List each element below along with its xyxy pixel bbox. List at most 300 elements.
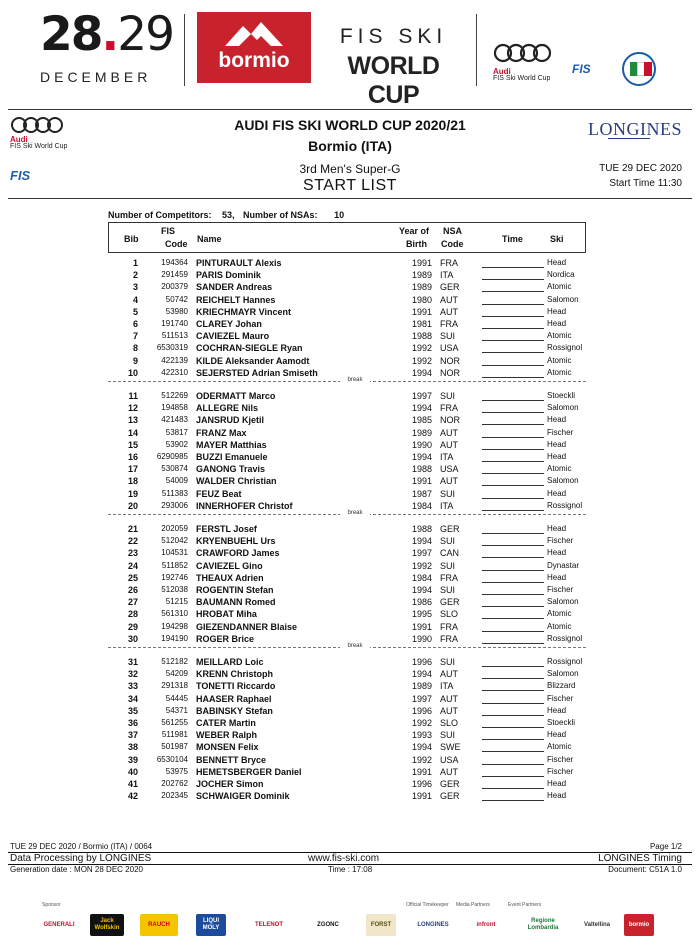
ski-brand: Atomic (547, 367, 572, 377)
table-row (0, 463, 700, 475)
audi-rings-icon (10, 116, 68, 134)
ski-brand: Rossignol (547, 657, 583, 666)
bib-number: 23 (127, 548, 138, 559)
nsa-code: USA (440, 343, 459, 354)
banner-dates: 28.29 (40, 7, 174, 62)
mountain-icon (225, 20, 283, 46)
year-of-birth: 1994 (411, 742, 432, 753)
nsa-code: ITA (440, 500, 454, 511)
race-name: 3rd Men's Super-G (299, 162, 401, 176)
sponsor-logo: LIQUI MOLY (196, 914, 226, 936)
sponsor-logo: LONGINES (416, 914, 450, 936)
fis-code: 6530104 (156, 754, 188, 764)
ski-brand: Fischer (547, 536, 574, 546)
bib-number: 37 (127, 730, 138, 741)
time-blank-line (482, 424, 544, 425)
bib-number: 11 (128, 391, 138, 401)
athlete-name: GIEZENDANNER Blaise (196, 621, 298, 632)
year-of-birth: 1988 (411, 524, 432, 534)
time-blank-line (482, 570, 544, 571)
ski-brand: Salomon (547, 294, 579, 304)
nsa-code: AUT (440, 294, 458, 305)
fis-code: 202059 (161, 524, 188, 533)
nsa-code: AUT (440, 766, 458, 777)
event-label: Event Partners (508, 902, 542, 908)
bib-number: 38 (127, 742, 138, 753)
year-of-birth: 1994 (411, 403, 432, 414)
bib-number: 19 (127, 488, 138, 499)
fis-code: 191740 (161, 319, 188, 328)
ski-brand: Head (547, 452, 567, 461)
fis-code: 293006 (161, 500, 188, 510)
time-blank-line (482, 800, 544, 801)
bib-number: 12 (127, 403, 138, 414)
bib-number: 6 (132, 319, 138, 329)
time-blank-line (482, 751, 544, 752)
athlete-name: HROBAT Miha (196, 609, 257, 620)
bormio-logo: bormio (197, 12, 311, 83)
fis-code: 54445 (165, 693, 188, 703)
fisi-logo (622, 52, 656, 86)
athlete-name: PINTURAULT Alexis (196, 258, 282, 268)
year-of-birth: 1991 (411, 476, 432, 487)
ski-brand: Rossignol (547, 343, 583, 353)
athlete-name: SANDER Andreas (196, 282, 273, 293)
generation-date: Generation date : MON 28 DEC 2020 (10, 865, 143, 874)
sponsor-logo: Regione Lombardia (518, 914, 568, 936)
fis-code: 194298 (161, 621, 188, 631)
sponsor-logo: Jack Wolfskin (90, 914, 124, 936)
fis-code: 53975 (165, 766, 188, 776)
nsa-code: SWE (440, 742, 461, 753)
time-blank-line (482, 643, 544, 644)
table-row (0, 257, 700, 269)
fis-logo: FIS (572, 62, 591, 76)
list-title: START LIST (303, 177, 397, 194)
table-row (0, 608, 700, 620)
table-row (0, 318, 700, 330)
nsa-code: SUI (440, 391, 456, 401)
athlete-name: KRENN Christoph (196, 669, 273, 680)
ski-brand: Dynastar (547, 560, 580, 570)
table-row (0, 306, 700, 318)
time-blank-line (482, 557, 544, 558)
year-of-birth: 1991 (411, 766, 432, 777)
table-row (0, 355, 700, 367)
bib-number: 7 (132, 331, 138, 342)
break-label: break (340, 377, 370, 383)
bib-number: 20 (127, 500, 138, 511)
fis-code: 104531 (161, 548, 188, 558)
nsa-code: ITA (440, 270, 454, 281)
ski-brand: Rossignol (547, 500, 583, 510)
bib-number: 13 (127, 415, 138, 426)
column-header (108, 222, 586, 253)
nsa-code: USA (440, 464, 459, 475)
time-blank-line (482, 510, 544, 511)
table-row (0, 693, 700, 705)
athlete-name: BABINSKY Stefan (196, 705, 273, 716)
nsa-code: GER (440, 597, 460, 608)
bib-number: 42 (127, 791, 138, 802)
athlete-name: SEJERSTED Adrian Smiseth (196, 367, 318, 378)
ski-brand: Atomic (547, 609, 572, 619)
nsa-code: FRA (440, 633, 458, 644)
athlete-name: MEILLARD Loic (196, 657, 264, 667)
fis-code: 561255 (161, 718, 188, 727)
ski-brand: Atomic (547, 355, 572, 365)
time-blank-line (482, 279, 544, 280)
bib-number: 35 (127, 705, 138, 716)
fis-code: 192746 (161, 572, 188, 582)
time-blank-line (482, 606, 544, 607)
bib-number: 33 (127, 681, 138, 692)
fis-code: 194858 (161, 403, 188, 413)
table-row (0, 330, 700, 342)
table-row (0, 439, 700, 451)
athlete-name: ROGER Brice (196, 633, 255, 644)
col-nsa: NSA (443, 226, 463, 236)
ski-brand: Stoeckli (547, 391, 576, 400)
time-blank-line (482, 666, 544, 667)
bib-number: 39 (127, 754, 138, 765)
athlete-name: BUZZI Emanuele (196, 452, 268, 462)
fis-code: 511513 (161, 331, 188, 341)
fis-code: 6290985 (156, 452, 188, 461)
fis-code: 291318 (161, 681, 188, 691)
time-blank-line (482, 715, 544, 716)
nsa-code: SUI (440, 488, 456, 499)
nsa-code: GER (440, 779, 460, 789)
year-of-birth: 1991 (411, 306, 432, 317)
fis-code: 194364 (161, 258, 188, 267)
nsa-code: AUT (440, 476, 458, 487)
year-of-birth: 1987 (411, 488, 432, 499)
time-blank-line (482, 304, 544, 305)
time-blank-line (482, 618, 544, 619)
ski-brand: Head (547, 779, 567, 788)
year-of-birth: 1996 (411, 705, 432, 716)
athlete-name: SCHWAIGER Dominik (196, 791, 290, 802)
fis-logo: FIS (10, 168, 31, 183)
ski-brand: Fischer (547, 427, 574, 437)
year-of-birth: 1990 (411, 633, 432, 644)
nsa-code: FRA (440, 621, 458, 632)
ski-brand: Salomon (547, 597, 579, 607)
nsa-code: ITA (440, 452, 454, 462)
year-of-birth: 1996 (411, 779, 432, 789)
table-row (0, 475, 700, 487)
sponsor-logo: infront (466, 914, 506, 936)
table-row (0, 778, 700, 790)
year-of-birth: 1984 (411, 572, 432, 583)
col-ski: Ski (550, 234, 564, 244)
table-row (0, 390, 700, 402)
website-link[interactable]: www.fis-ski.com (308, 853, 380, 864)
table-row (0, 402, 700, 414)
nsa-code: SUI (440, 730, 456, 741)
athlete-name: INNERHOFER Christof (196, 500, 293, 511)
ski-brand: Head (547, 705, 567, 715)
time-blank-line (482, 533, 544, 534)
bib-number: 2 (132, 270, 138, 281)
ski-brand: Fischer (547, 754, 574, 764)
athlete-name: MONSEN Felix (196, 742, 259, 753)
race-date: TUE 29 DEC 2020 (599, 163, 682, 174)
sponsor-logo: bormio (624, 914, 654, 936)
ski-brand: Salomon (547, 476, 579, 486)
fis-code: 422310 (161, 367, 188, 377)
year-of-birth: 1981 (411, 319, 432, 329)
year-of-birth: 1997 (411, 548, 432, 559)
ski-brand: Head (547, 791, 567, 801)
timekeeper-label: Official Timekeeper (406, 902, 449, 908)
year-of-birth: 1992 (411, 718, 432, 728)
doc-reference: TUE 29 DEC 2020 / Bormio (ITA) / 0064 (10, 842, 153, 851)
table-row (0, 596, 700, 608)
time-blank-line (482, 316, 544, 317)
bib-number: 4 (132, 294, 138, 305)
ski-brand: Nordica (547, 270, 575, 280)
nsa-code: AUT (440, 427, 458, 438)
nsa-code: AUT (440, 693, 458, 704)
longines-logo: LONGINES (588, 119, 682, 139)
athlete-name: THEAUX Adrien (196, 572, 264, 583)
fis-ski-text: FIS SKI (339, 25, 448, 48)
audi-label: Audi (493, 67, 511, 76)
ski-brand: Atomic (547, 282, 572, 292)
athlete-name: JANSRUD Kjetil (196, 415, 265, 426)
year-of-birth: 1994 (411, 367, 432, 378)
athlete-name: HAASER Raphael (196, 693, 272, 704)
table-row (0, 705, 700, 717)
nsa-code: SLO (440, 718, 459, 728)
table-row (0, 572, 700, 584)
year-of-birth: 1997 (411, 391, 432, 401)
time-blank-line (482, 400, 544, 401)
fis-code: 54209 (165, 669, 188, 679)
time-blank-line (482, 449, 544, 450)
year-of-birth: 1984 (411, 500, 432, 511)
ski-brand: Head (547, 439, 567, 449)
event-venue: Bormio (ITA) (308, 138, 392, 154)
table-row (0, 414, 700, 426)
table-row (0, 488, 700, 500)
fis-code: 512038 (161, 585, 188, 594)
audi-rings-icon (493, 43, 553, 63)
fis-code: 512182 (161, 657, 188, 666)
col-fis: FIS (161, 226, 176, 236)
year-of-birth: 1989 (411, 282, 432, 293)
bib-number: 8 (132, 343, 138, 354)
sponsor-logo: RAUCH (140, 914, 178, 936)
bib-number: 17 (127, 464, 138, 475)
year-of-birth: 1994 (411, 669, 432, 680)
nsa-code: AUT (440, 306, 458, 317)
time-blank-line (482, 473, 544, 474)
table-row (0, 584, 700, 596)
ski-brand: Salomon (547, 669, 579, 679)
event-title: AUDI FIS SKI WORLD CUP 2020/21 (234, 117, 466, 133)
table-row (0, 342, 700, 354)
audi-sub-label: FIS Ski World Cup (10, 143, 68, 150)
athlete-name: WALDER Christian (196, 476, 277, 487)
fis-code: 200379 (161, 282, 188, 292)
sponsor-label: Sponsor (42, 902, 61, 908)
year-of-birth: 1980 (411, 294, 432, 305)
athlete-name: MAYER Matthias (196, 439, 267, 450)
divider (8, 109, 692, 110)
table-row (0, 451, 700, 463)
athlete-name: CAVIEZEL Mauro (196, 331, 270, 342)
fis-code: 194190 (161, 633, 188, 643)
ski-brand: Atomic (547, 331, 572, 341)
nsa-code: NOR (440, 355, 460, 366)
nsa-code: GER (440, 282, 460, 293)
ski-brand: Rossignol (547, 633, 583, 643)
table-row (0, 547, 700, 559)
year-of-birth: 1991 (411, 791, 432, 802)
nsa-code: SUI (440, 560, 456, 571)
athlete-name: ODERMATT Marco (196, 391, 276, 401)
start-time: Start Time 11:30 (609, 178, 682, 189)
ski-brand: Head (547, 488, 567, 498)
generation-time: Time : 17:08 (328, 865, 373, 874)
athlete-name: TONETTI Riccardo (196, 681, 276, 692)
world-cup-text: WORLD CUP (347, 52, 440, 109)
bib-number: 24 (127, 560, 138, 571)
time-blank-line (482, 498, 544, 499)
fis-code: 511852 (161, 560, 188, 570)
nsa-code: GER (440, 524, 460, 534)
document-code: Document: C51A 1.0 (608, 865, 682, 874)
ski-brand: Head (547, 258, 567, 267)
col-bib: Bib (124, 234, 139, 244)
nsa-code: NOR (440, 415, 460, 426)
divider (8, 198, 692, 199)
year-of-birth: 1989 (411, 681, 432, 692)
table-row (0, 281, 700, 293)
table-row (0, 535, 700, 547)
nsa-code: SUI (440, 585, 456, 595)
sponsor-logo: GENERALI (42, 914, 76, 936)
sponsor-logo: ZGONC (306, 914, 350, 936)
year-of-birth: 1991 (411, 258, 432, 268)
time-blank-line (482, 703, 544, 704)
table-row (0, 754, 700, 766)
nsa-code: SUI (440, 657, 456, 667)
sponsor-logo: TELENOT (244, 914, 294, 936)
col-time: Time (502, 234, 523, 244)
athlete-name: KILDE Aleksander Aamodt (196, 355, 310, 366)
athlete-name: CLAREY Johan (196, 319, 262, 329)
time-blank-line (482, 631, 544, 632)
athlete-name: COCHRAN-SIEGLE Ryan (196, 343, 303, 354)
bib-number: 3 (132, 282, 138, 293)
ski-brand: Fischer (547, 585, 574, 594)
nsa-code: SLO (440, 609, 459, 620)
ski-brand: Stoeckli (547, 718, 576, 727)
bib-number: 10 (127, 367, 138, 378)
time-blank-line (482, 485, 544, 486)
page-number: Page 1/2 (649, 842, 682, 851)
fis-code: 53980 (165, 306, 188, 316)
nsa-code: SUI (440, 331, 456, 342)
athlete-name: REICHELT Hannes (196, 294, 276, 305)
athlete-name: GANONG Travis (196, 464, 266, 475)
athlete-name: KRIECHMAYR Vincent (196, 306, 292, 317)
divider (184, 14, 185, 86)
fis-code: 421483 (161, 415, 188, 425)
data-processing: Data Processing by LONGINES (10, 853, 152, 864)
fis-code: 561310 (161, 609, 188, 619)
time-blank-line (482, 340, 544, 341)
bib-number: 21 (127, 524, 138, 534)
athlete-name: FRANZ Max (196, 427, 247, 438)
table-row (0, 729, 700, 741)
athlete-name: ALLEGRE Nils (196, 403, 259, 414)
nsa-code: FRA (440, 572, 458, 583)
fis-code: 202762 (161, 779, 188, 788)
divider (476, 14, 477, 86)
ski-brand: Head (547, 306, 567, 316)
athlete-name: FEUZ Beat (196, 488, 242, 499)
year-of-birth: 1991 (411, 621, 432, 632)
event-banner (0, 0, 700, 109)
bib-number: 14 (127, 427, 138, 438)
nsa-code: FRA (440, 258, 458, 268)
time-blank-line (482, 437, 544, 438)
table-row (0, 668, 700, 680)
year-of-birth: 1992 (411, 343, 432, 354)
year-of-birth: 1989 (411, 270, 432, 281)
nsa-code: AUT (440, 705, 458, 716)
sponsor-logo: FORST (366, 914, 396, 936)
nsa-code: CAN (440, 548, 460, 559)
ski-brand: Atomic (547, 742, 572, 752)
time-blank-line (482, 545, 544, 546)
year-of-birth: 1994 (411, 585, 432, 595)
col-year-of: Year of (399, 226, 430, 236)
fis-code: 202345 (161, 791, 188, 801)
time-blank-line (482, 678, 544, 679)
nsa-code: NOR (440, 367, 460, 378)
banner-month: DECEMBER (40, 69, 152, 85)
bib-number: 32 (127, 669, 138, 680)
ski-brand: Atomic (547, 464, 572, 474)
table-row (0, 790, 700, 802)
table-row (0, 560, 700, 572)
athlete-name: CAVIEZEL Gino (196, 560, 263, 571)
ski-brand: Head (547, 319, 567, 328)
fis-code: 54371 (165, 705, 188, 715)
table-row (0, 621, 700, 633)
ski-brand: Fischer (547, 693, 574, 703)
time-blank-line (482, 776, 544, 777)
bib-number: 22 (127, 536, 138, 547)
fis-code: 422139 (161, 355, 188, 365)
table-row (0, 741, 700, 753)
fis-code: 54009 (165, 476, 188, 486)
year-of-birth: 1990 (411, 439, 432, 450)
ski-brand: Head (547, 524, 567, 533)
bib-number: 18 (127, 476, 138, 487)
year-of-birth: 1992 (411, 754, 432, 765)
year-of-birth: 1994 (411, 536, 432, 547)
time-blank-line (482, 461, 544, 462)
bib-number: 41 (127, 779, 138, 789)
bib-number: 30 (127, 633, 138, 644)
